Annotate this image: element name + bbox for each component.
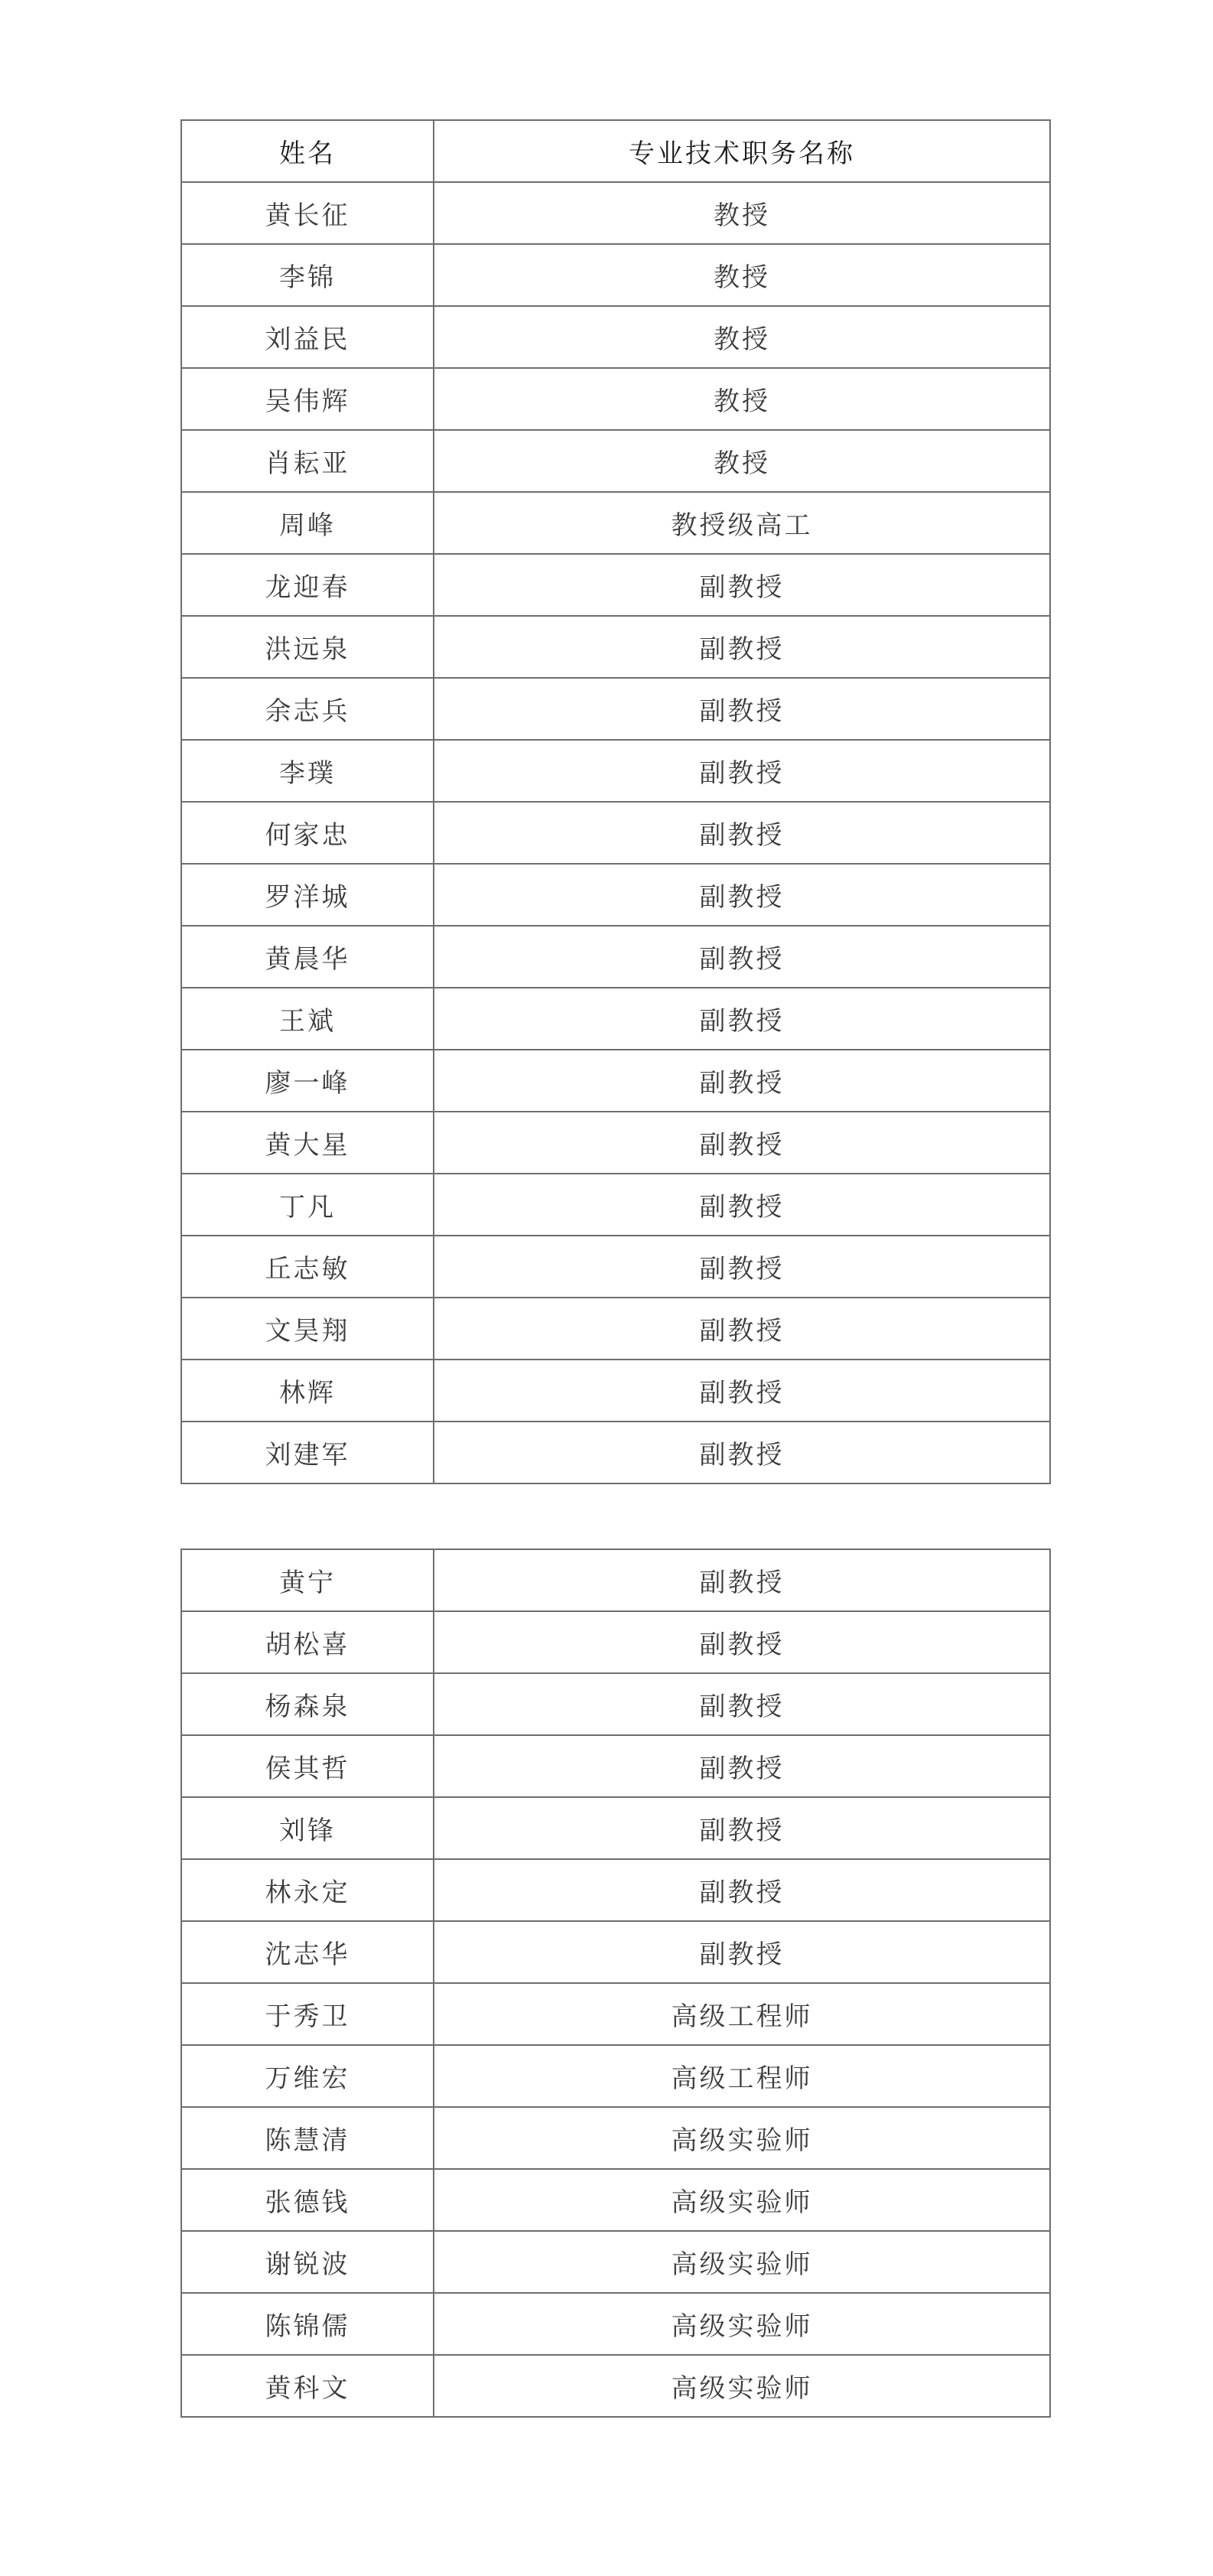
cell-title: 副教授: [434, 1236, 1050, 1298]
cell-title: 副教授: [434, 1174, 1050, 1236]
cell-title: 高级实验师: [434, 2231, 1050, 2293]
cell-title: 教授级高工: [434, 492, 1050, 554]
cell-name: 王斌: [181, 988, 434, 1050]
cell-name: 黄宁: [181, 1549, 434, 1611]
cell-title: 副教授: [434, 1422, 1050, 1483]
cell-title: 教授: [434, 430, 1050, 492]
cell-name: 刘锋: [181, 1797, 434, 1859]
cell-title: 高级工程师: [434, 2045, 1050, 2107]
table-row: [181, 1050, 1050, 1112]
table-row: [181, 2231, 1050, 2293]
table-row: [181, 616, 1050, 678]
table-row: [181, 2045, 1050, 2107]
cell-name: 余志兵: [181, 678, 434, 740]
table-row: [181, 1174, 1050, 1236]
staff-title-table-continued: [180, 1549, 1051, 2418]
cell-name: 胡松喜: [181, 1611, 434, 1673]
table-row: [181, 988, 1050, 1050]
cell-name: 于秀卫: [181, 1983, 434, 2045]
cell-name: 何家忠: [181, 802, 434, 864]
cell-title: 副教授: [434, 864, 1050, 926]
cell-name: 罗洋城: [181, 864, 434, 926]
table-header-row: [181, 120, 1050, 182]
cell-title: 副教授: [434, 926, 1050, 988]
cell-name: 黄晨华: [181, 926, 434, 988]
cell-name: 林辉: [181, 1360, 434, 1422]
cell-name: 吴伟辉: [181, 368, 434, 430]
cell-title: 副教授: [434, 678, 1050, 740]
table-row: [181, 306, 1050, 368]
table-row: [181, 1983, 1050, 2045]
table-row: [181, 430, 1050, 492]
cell-name: 陈锦儒: [181, 2293, 434, 2355]
table-row: [181, 1611, 1050, 1673]
cell-name: 林永定: [181, 1859, 434, 1921]
cell-title: 高级实验师: [434, 2293, 1050, 2355]
cell-title: 副教授: [434, 1673, 1050, 1735]
table-row: [181, 1735, 1050, 1797]
cell-name: 侯其哲: [181, 1735, 434, 1797]
cell-title: 高级实验师: [434, 2107, 1050, 2169]
table-row: [181, 2107, 1050, 2169]
cell-title: 教授: [434, 244, 1050, 306]
table-row: [181, 1236, 1050, 1298]
header-title: 专业技术职务名称: [434, 120, 1050, 182]
table-row: [181, 1673, 1050, 1735]
cell-name: 黄科文: [181, 2355, 434, 2417]
cell-name: 丁凡: [181, 1174, 434, 1236]
cell-title: 教授: [434, 368, 1050, 430]
staff-title-table: [180, 119, 1051, 1484]
cell-name: 刘建军: [181, 1422, 434, 1483]
table-row: [181, 2169, 1050, 2231]
table-row: [181, 554, 1050, 616]
cell-title: 副教授: [434, 1050, 1050, 1112]
cell-title: 副教授: [434, 1360, 1050, 1422]
table-row: [181, 1797, 1050, 1859]
cell-title: 副教授: [434, 616, 1050, 678]
table-row: [181, 2293, 1050, 2355]
table-row: [181, 368, 1050, 430]
cell-title: 副教授: [434, 1549, 1050, 1611]
cell-title: 副教授: [434, 802, 1050, 864]
cell-title: 高级工程师: [434, 1983, 1050, 2045]
table-row: [181, 678, 1050, 740]
table-row: [181, 864, 1050, 926]
table-row: [181, 1112, 1050, 1174]
table-row: [181, 1298, 1050, 1360]
table-row: [181, 1859, 1050, 1921]
cell-name: 张德钱: [181, 2169, 434, 2231]
cell-name: 肖耘亚: [181, 430, 434, 492]
cell-name: 谢锐波: [181, 2231, 434, 2293]
cell-name: 黄大星: [181, 1112, 434, 1174]
cell-name: 李锦: [181, 244, 434, 306]
cell-title: 副教授: [434, 988, 1050, 1050]
cell-name: 李璞: [181, 740, 434, 802]
table-row: [181, 1549, 1050, 1611]
cell-name: 万维宏: [181, 2045, 434, 2107]
cell-name: 黄长征: [181, 182, 434, 244]
cell-name: 陈慧清: [181, 2107, 434, 2169]
cell-title: 副教授: [434, 1735, 1050, 1797]
cell-title: 副教授: [434, 1797, 1050, 1859]
cell-name: 洪远泉: [181, 616, 434, 678]
table-row: [181, 492, 1050, 554]
table-row: [181, 740, 1050, 802]
cell-name: 文昊翔: [181, 1298, 434, 1360]
cell-title: 高级实验师: [434, 2355, 1050, 2417]
table-row: [181, 1921, 1050, 1983]
cell-name: 周峰: [181, 492, 434, 554]
table-row: [181, 1360, 1050, 1422]
cell-name: 龙迎春: [181, 554, 434, 616]
cell-title: 副教授: [434, 554, 1050, 616]
table-row: [181, 244, 1050, 306]
cell-title: 副教授: [434, 1921, 1050, 1983]
cell-title: 副教授: [434, 740, 1050, 802]
table-row: [181, 2355, 1050, 2417]
cell-title: 副教授: [434, 1611, 1050, 1673]
cell-name: 沈志华: [181, 1921, 434, 1983]
header-name: 姓名: [181, 120, 434, 182]
cell-name: 廖一峰: [181, 1050, 434, 1112]
cell-name: 丘志敏: [181, 1236, 434, 1298]
table-row: [181, 802, 1050, 864]
cell-title: 副教授: [434, 1298, 1050, 1360]
cell-name: 杨森泉: [181, 1673, 434, 1735]
cell-title: 副教授: [434, 1112, 1050, 1174]
table-row: [181, 182, 1050, 244]
cell-title: 副教授: [434, 1859, 1050, 1921]
cell-title: 高级实验师: [434, 2169, 1050, 2231]
cell-title: 教授: [434, 182, 1050, 244]
table-row: [181, 926, 1050, 988]
cell-title: 教授: [434, 306, 1050, 368]
table-row: [181, 1422, 1050, 1483]
cell-name: 刘益民: [181, 306, 434, 368]
